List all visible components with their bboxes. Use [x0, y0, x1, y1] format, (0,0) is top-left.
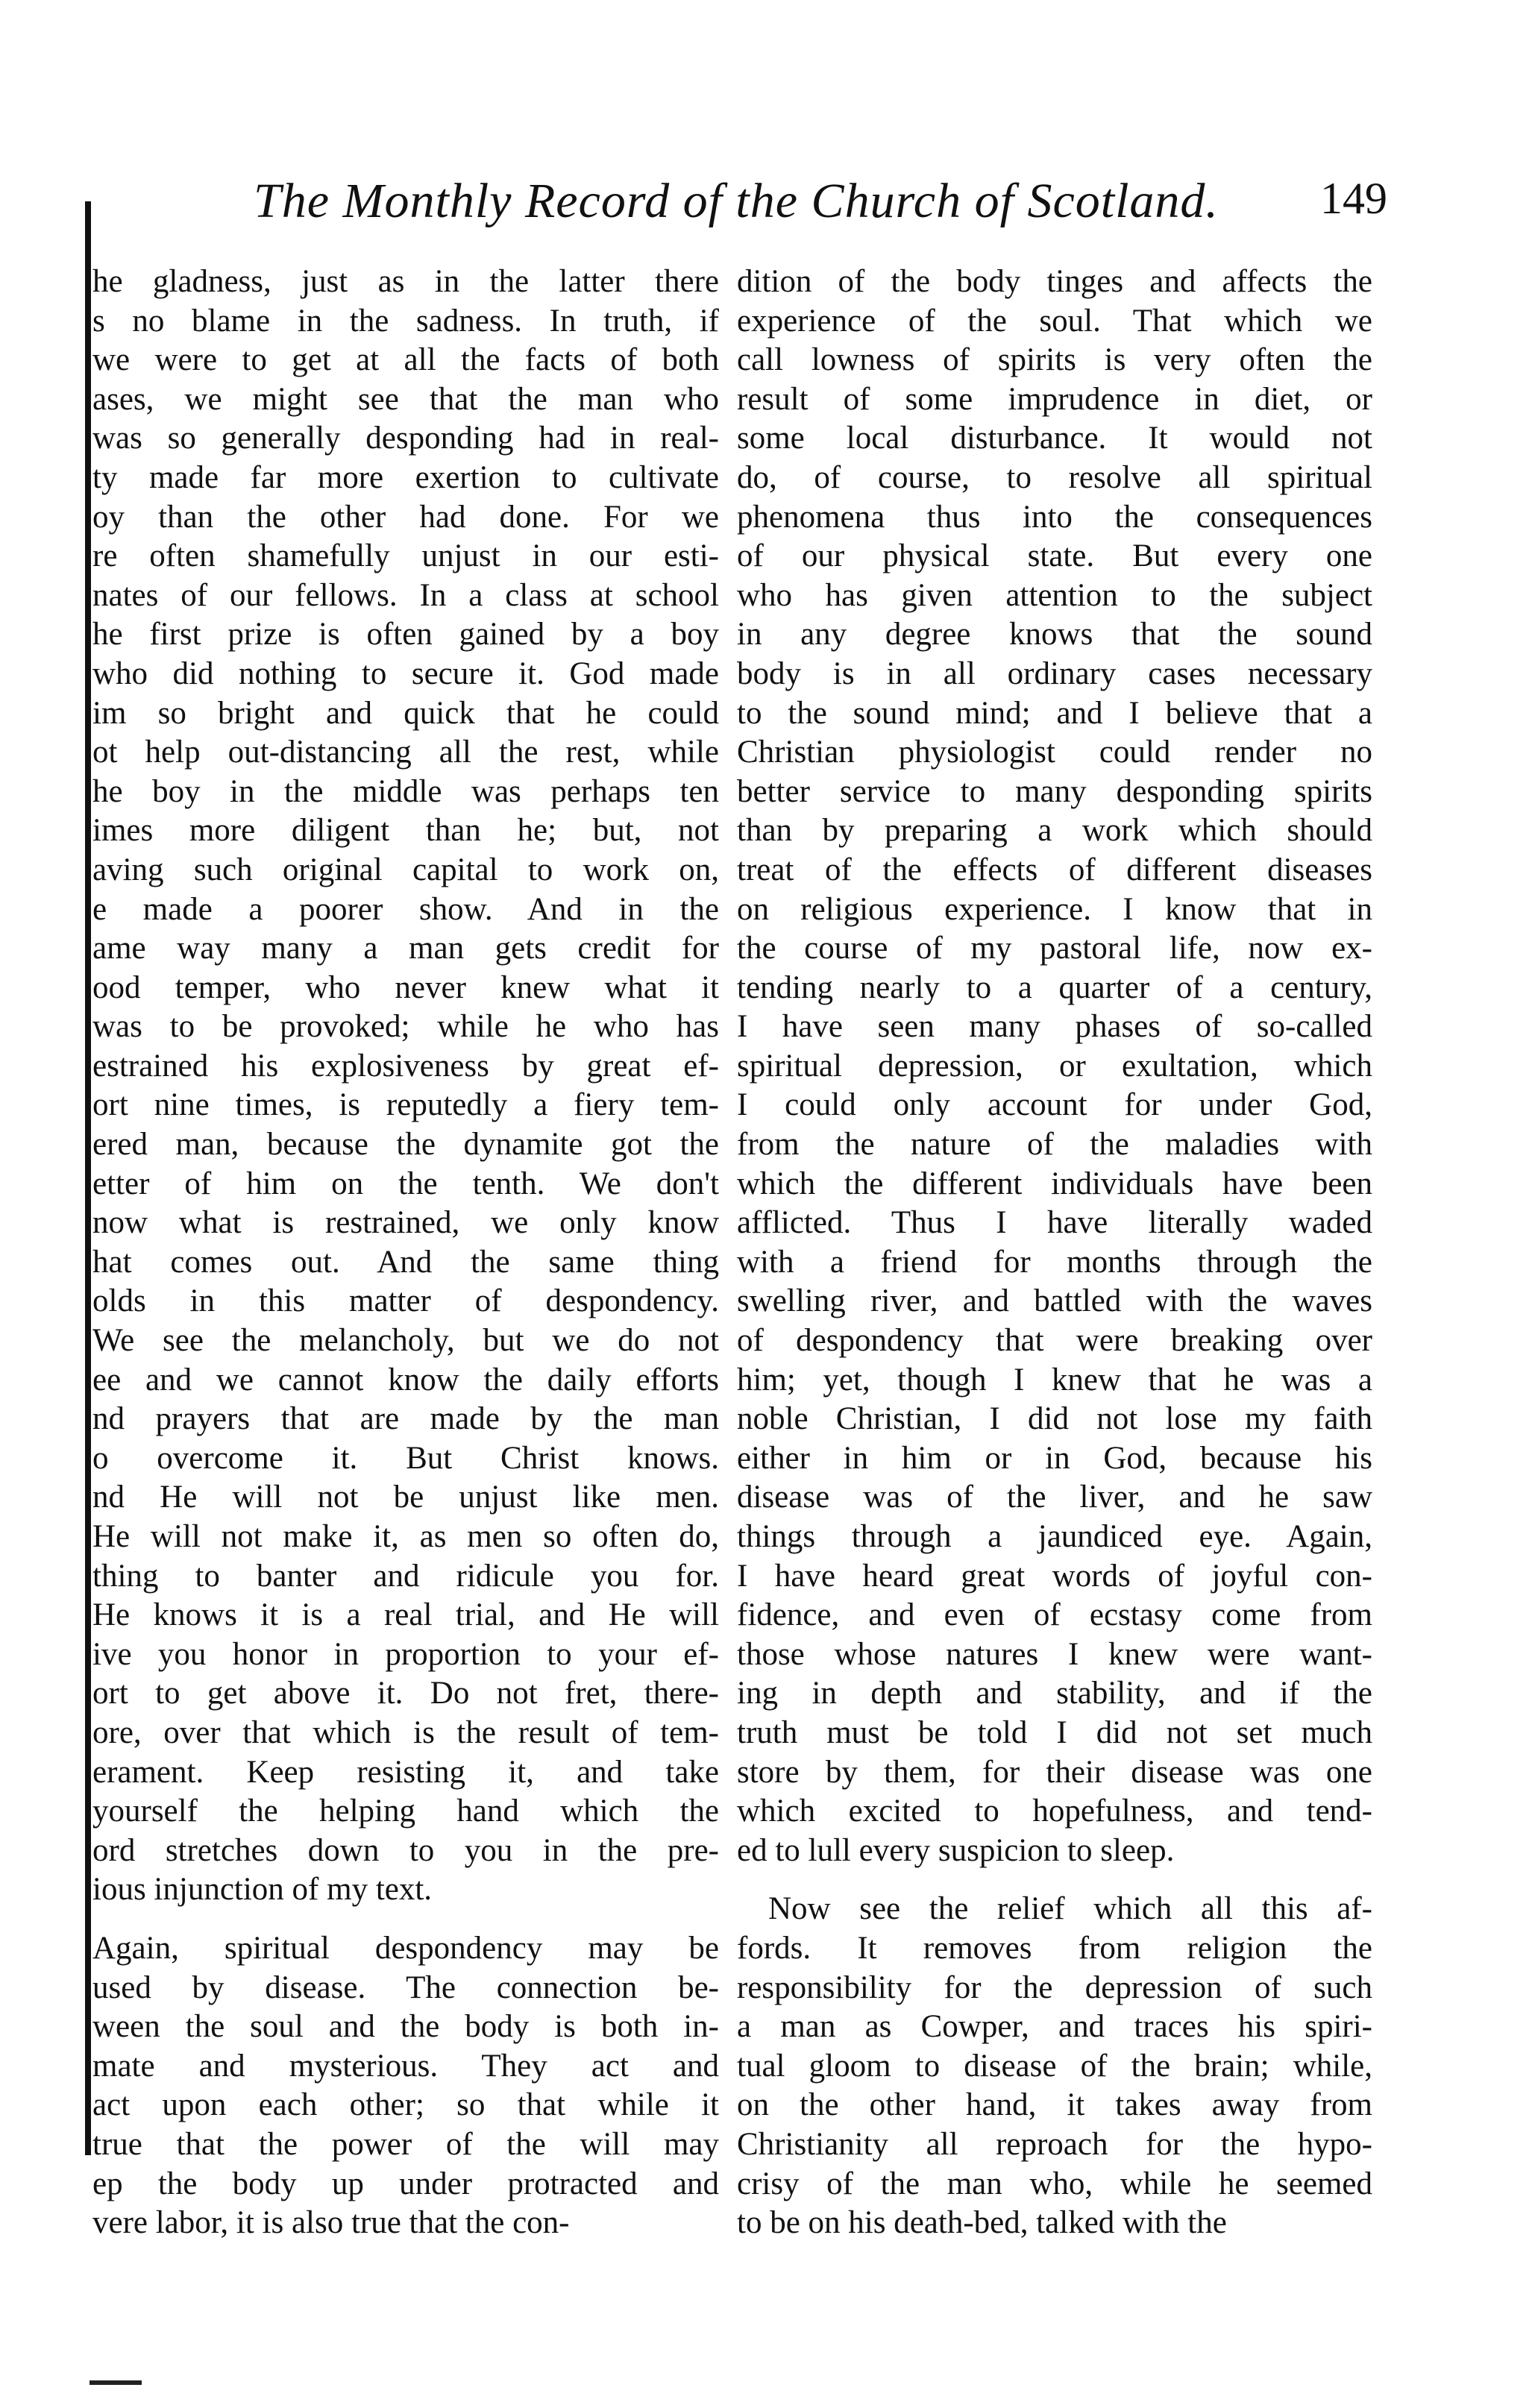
text-line: ep the body up under protracted and	[92, 2166, 719, 2201]
text-line: vere labor, it is also true that the con-	[92, 2205, 570, 2241]
text-line: ing in depth and stability, and if the	[737, 1676, 1372, 1711]
text-line: ious injunction of my text.	[92, 1872, 433, 1908]
text-line: ive you honor in proportion to your ef-	[92, 1636, 719, 1672]
text-line: those whose natures I knew were want-	[737, 1636, 1372, 1672]
text-line: the course of my pastoral life, now ex-	[737, 931, 1372, 966]
text-line: he gladness, just as in the latter there	[92, 264, 719, 299]
text-line: some local disturbance. It would not	[737, 421, 1372, 456]
text-line: Christian physiologist could render no	[737, 735, 1372, 770]
text-line: s no blame in the sadness. In truth, if	[92, 303, 719, 339]
text-line: fords. It removes from religion the	[737, 1930, 1372, 1966]
text-line: We see the melancholy, but we do not	[92, 1323, 719, 1359]
right-text-column	[737, 263, 1372, 2243]
running-title: The Monthly Record of the Church of Scotland.	[254, 174, 1219, 228]
text-line: to the sound mind; and I believe that a	[737, 695, 1372, 731]
text-line: truth must be told I did not set much	[737, 1714, 1372, 1750]
text-line: of our physical state. But every one	[737, 538, 1372, 574]
text-line: tending nearly to a quarter of a century,	[737, 969, 1372, 1005]
text-line: from the nature of the maladies with	[737, 1127, 1372, 1163]
text-line: He will not make it, as men so often do,	[92, 1519, 719, 1554]
text-line: I could only account for under God,	[737, 1087, 1372, 1123]
text-line: nates of our fellows. In a class at school	[92, 577, 719, 613]
page-number: 149	[1320, 174, 1387, 223]
text-line: things through a jaundiced eye. Again,	[737, 1519, 1372, 1554]
text-line: ord stretches down to you in the pre-	[92, 1832, 719, 1868]
text-line: Now see the relief which all this af-	[768, 1891, 1372, 1927]
text-line: ty made far more exertion to cultivate	[92, 459, 719, 495]
text-line: re often shamefully unjust in our esti-	[92, 538, 719, 574]
text-line: spiritual depression, or exultation, which	[737, 1048, 1372, 1084]
text-line: experience of the soul. That which we	[737, 303, 1372, 339]
paragraph-gap	[737, 1870, 1372, 1890]
text-line: I have seen many phases of so-called	[737, 1009, 1372, 1045]
text-line: of despondency that were breaking over	[737, 1323, 1372, 1359]
text-line: now what is restrained, we only know	[92, 1205, 719, 1241]
text-line: swelling river, and battled with the waves	[737, 1283, 1372, 1319]
text-line: used by disease. The connection be-	[92, 1970, 719, 2005]
text-line: nd prayers that are made by the man	[92, 1401, 719, 1437]
text-line: etter of him on the tenth. We don't	[92, 1166, 719, 1201]
text-line: olds in this matter of despondency.	[92, 1283, 719, 1319]
text-line: treat of the effects of different diseases	[737, 852, 1372, 887]
text-line: body is in all ordinary cases necessary	[737, 656, 1372, 691]
text-line: call lowness of spirits is very often the	[737, 342, 1372, 378]
text-line: hat comes out. And the same thing	[92, 1244, 719, 1280]
text-line: ases, we might see that the man who	[92, 381, 719, 417]
text-line: he boy in the middle was perhaps ten	[92, 773, 719, 809]
text-line: him; yet, though I knew that he was a	[737, 1362, 1372, 1398]
binding-edge-rule	[85, 201, 91, 2155]
text-line: ered man, because the dynamite got the	[92, 1127, 719, 1163]
text-line: was so generally desponding had in real-	[92, 421, 719, 456]
text-line: who has given attention to the subject	[737, 577, 1372, 613]
text-line: on the other hand, it takes away from	[737, 2087, 1372, 2123]
text-line: im so bright and quick that he could	[92, 695, 719, 731]
text-line: o overcome it. But Christ knows.	[92, 1440, 719, 1476]
text-line: better service to many desponding spirits	[737, 773, 1372, 809]
text-line: erament. Keep resisting it, and take	[92, 1754, 719, 1790]
text-line: phenomena thus into the consequences	[737, 499, 1372, 535]
text-line: ed to lull every suspicion to sleep.	[737, 1832, 1175, 1868]
text-line: true that the power of the will may	[92, 2126, 719, 2162]
text-line: I have heard great words of joyful con-	[737, 1558, 1372, 1594]
text-line: do, of course, to resolve all spiritual	[737, 459, 1372, 495]
text-line: afflicted. Thus I have literally waded	[737, 1205, 1372, 1241]
text-line: e made a poorer show. And in the	[92, 891, 719, 927]
text-line: we were to get at all the facts of both	[92, 342, 719, 378]
text-line: ort nine times, is reputedly a fiery tem-	[92, 1087, 719, 1123]
text-line: on religious experience. I know that in	[737, 891, 1372, 927]
text-line: with a friend for months through the	[737, 1244, 1372, 1280]
text-line: either in him or in God, because his	[737, 1440, 1372, 1476]
text-line: ood temper, who never knew what it	[92, 969, 719, 1005]
text-line: a man as Cowper, and traces his spiri-	[737, 2009, 1372, 2045]
text-line: tual gloom to disease of the brain; while,	[737, 2048, 1372, 2084]
text-line: crisy of the man who, while he seemed	[737, 2166, 1372, 2201]
text-line: he first prize is often gained by a boy	[92, 617, 719, 653]
text-line: which excited to hopefulness, and tend-	[737, 1794, 1372, 1829]
text-line: ee and we cannot know the daily efforts	[92, 1362, 719, 1398]
text-line: responsibility for the depression of such	[737, 1970, 1372, 2005]
text-line: mate and mysterious. They act and	[92, 2048, 719, 2084]
text-line: ween the soul and the body is both in-	[92, 2009, 719, 2045]
text-line: fidence, and even of ecstasy come from	[737, 1597, 1372, 1633]
text-line: result of some imprudence in diet, or	[737, 381, 1372, 417]
text-line: He knows it is a real trial, and He will	[92, 1597, 719, 1633]
text-line: dition of the body tinges and affects the	[737, 264, 1372, 299]
text-line: ort to get above it. Do not fret, there-	[92, 1676, 719, 1711]
text-line: ame way many a man gets credit for	[92, 931, 719, 966]
text-line: disease was of the liver, and he saw	[737, 1480, 1372, 1515]
text-line: nd He will not be unjust like men.	[92, 1480, 719, 1515]
page-header	[254, 173, 1387, 233]
text-line: oy than the other had done. For we	[92, 499, 719, 535]
text-line: Christianity all reproach for the hypo-	[737, 2126, 1372, 2162]
text-line: imes more diligent than he; but, not	[92, 813, 719, 849]
paragraph-gap	[92, 1910, 719, 1929]
text-line: yourself the helping hand which the	[92, 1794, 719, 1829]
left-text-column	[92, 263, 719, 2243]
text-line: Again, spiritual despondency may be	[92, 1930, 719, 1966]
bottom-edge-mark	[90, 2380, 142, 2385]
text-line: who did nothing to secure it. God made	[92, 656, 719, 691]
text-line: in any degree knows that the sound	[737, 617, 1372, 653]
text-line: ot help out-distancing all the rest, while	[92, 735, 719, 770]
text-line: act upon each other; so that while it	[92, 2087, 719, 2123]
text-line: thing to banter and ridicule you for.	[92, 1558, 719, 1594]
text-line: estrained his explosiveness by great ef-	[92, 1048, 719, 1084]
text-line: ore, over that which is the result of tem-	[92, 1714, 719, 1750]
text-line: aving such original capital to work on,	[92, 852, 719, 887]
text-line: noble Christian, I did not lose my faith	[737, 1401, 1372, 1437]
text-line: was to be provoked; while he who has	[92, 1009, 719, 1045]
text-line: which the different individuals have been	[737, 1166, 1372, 1201]
text-line: store by them, for their disease was one	[737, 1754, 1372, 1790]
text-line: to be on his death-bed, talked with the	[737, 2205, 1227, 2241]
text-line: than by preparing a work which should	[737, 813, 1372, 849]
